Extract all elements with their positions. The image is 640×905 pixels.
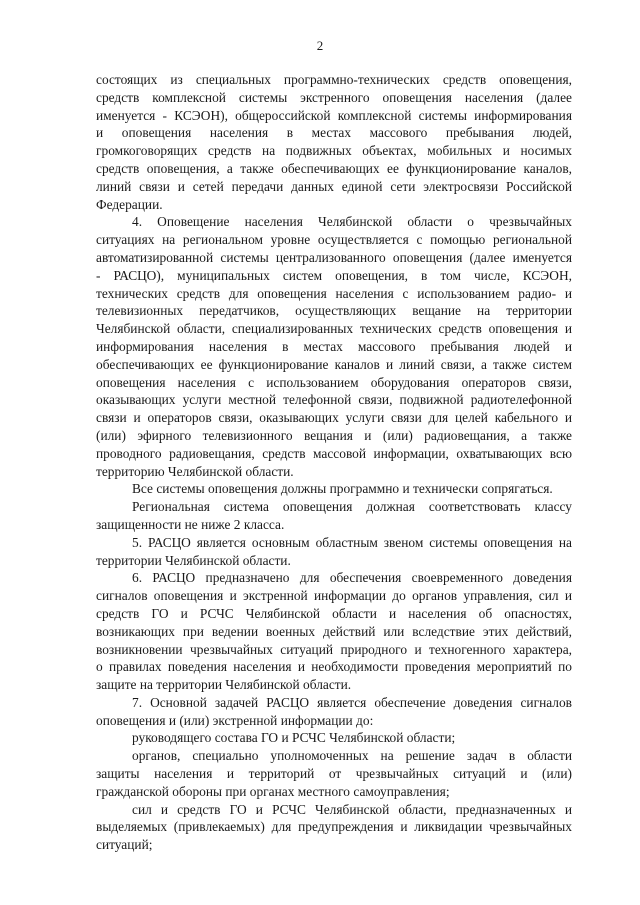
text-line: автоматизированной системы централизованного оповещения (далее именуется	[96, 249, 572, 265]
text-line: территории Челябинской области.	[96, 552, 291, 568]
text-line: 6. РАСЦО предназначено для обеспечения своевременного доведения	[132, 570, 572, 586]
text-line: 4. Оповещение населения Челябинской области о чрезвычайных	[132, 214, 572, 230]
text-line: защите на территории Челябинской области.	[96, 677, 352, 693]
text-line: информирования населения в местах массового пребывания людей и	[96, 338, 572, 354]
text-line: средств ГО и РСЧС Челябинской области и населения об опасностях,	[96, 605, 572, 621]
text-line: руководящего состава ГО и РСЧС Челябинской области;	[132, 730, 456, 746]
text-line: сил и средств ГО и РСЧС Челябинской области, предназначенных и	[132, 801, 572, 817]
text-line: телевизионных передатчиков, осуществляющих вещание на территории	[96, 303, 572, 319]
text-line: ситуаций;	[96, 837, 153, 853]
text-line: линий связи и сетей передачи данных единой сети электросвязи Российской	[96, 178, 572, 194]
text-line: Федерации.	[96, 196, 163, 212]
text-line: - РАСЦО), муниципальных систем оповещения, в том числе, КСЭОН,	[96, 267, 572, 283]
text-line: именуется - КСЭОН), общероссийской комплексной системы информирования	[96, 107, 572, 123]
text-line: защиты населения и территорий от чрезвычайных ситуаций и (или)	[96, 766, 572, 782]
text-line: Челябинской области, специализированных технических средств оповещения и	[96, 321, 572, 337]
text-line: 7. Основной задачей РАСЦО является обеспечение доведения сигналов	[132, 694, 572, 710]
text-line: средств оповещения, а также обеспечивающих ее функционирование каналов,	[96, 160, 572, 176]
body-text	[96, 71, 572, 854]
text-line: о правилах поведения населения и необходимости проведения мероприятий по	[96, 659, 572, 675]
text-line: Региональная система оповещения должная соответствовать классу	[132, 499, 572, 515]
text-line: возникновении чрезвычайных ситуаций природного и техногенного характера,	[96, 641, 572, 657]
text-line: средств комплексной системы экстренного оповещения населения (далее	[96, 89, 572, 105]
text-line: защищенности не ниже 2 класса.	[96, 516, 285, 532]
text-line: органов, специально уполномоченных на решение задач в области	[132, 748, 572, 764]
text-line: оповещения населения с использованием оборудования операторов связи,	[96, 374, 572, 390]
text-line: ситуациях на региональном уровне осуществляется с помощью региональной	[96, 232, 572, 248]
text-line: территорию Челябинской области.	[96, 463, 294, 479]
text-line: 5. РАСЦО является основным областным звеном системы оповещения на	[132, 534, 572, 550]
text-line: проводного радиовещания, средств массовой информации, охватывающих всю	[96, 445, 572, 461]
text-line: возникающих при ведении военных действий или вследствие этих действий,	[96, 623, 572, 639]
text-line: гражданской обороны при органах местного самоуправления;	[96, 783, 450, 799]
text-line: обеспечивающих ее функционирование каналов и линий связи, а также систем	[96, 356, 572, 372]
text-line: выделяемых (привлекаемых) для предупреждения и ликвидации чрезвычайных	[96, 819, 572, 835]
text-line: сигналов оповещения и экстренной информации до органов управления, сил и	[96, 588, 572, 604]
text-line: оповещения и (или) экстренной информации до:	[96, 712, 374, 728]
text-line: (или) эфирного телевизионного вещания и (или) радиовещания, а также	[96, 427, 572, 443]
text-line: технических средств для оповещения населения с использованием радио- и	[96, 285, 572, 301]
text-line: состоящих из специальных программно-технических средств оповещения,	[96, 72, 572, 87]
text-line: оказывающих услуги местной телефонной связи, подвижной радиотелефонной	[96, 392, 572, 408]
text-line: связи и операторов связи, оказывающих услуги связи для целей кабельного и	[96, 410, 572, 426]
text-line: Все системы оповещения должны программно и технически сопрягаться.	[132, 481, 553, 497]
text-line: и оповещения населения в местах массового пребывания людей,	[96, 125, 572, 141]
text-line: громкоговорящих средств на подвижных объектах, мобильных и носимых	[96, 143, 572, 159]
page-number: 2	[316, 38, 324, 53]
